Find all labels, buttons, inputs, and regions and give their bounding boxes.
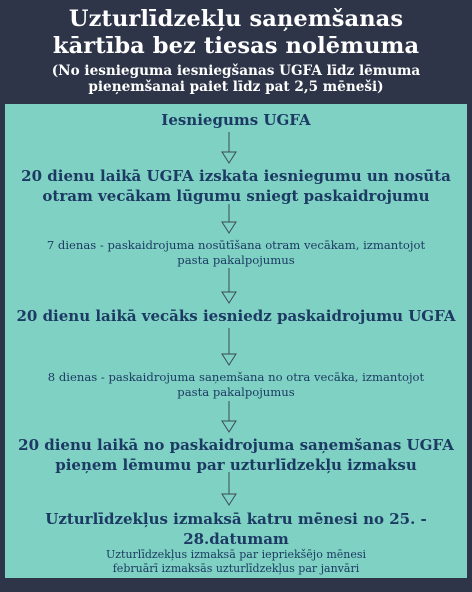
step-line: Iesniegums UGFA: [161, 111, 311, 129]
subtitle-line-1: (No iesnieguma iesniegšanas UGFA līdz lēmuma: [51, 63, 421, 79]
arrow-down-icon: [221, 204, 237, 234]
footnote-line-1: Uzturlīdzekļus izmaksā par iepriekšējo mēnesi: [105, 548, 367, 561]
subtitle: [0, 63, 472, 95]
step-line: otram vecākam lūgumu sniegt paskaidrojumu: [42, 187, 430, 205]
step-mail-send: [5, 238, 467, 268]
step-line: pasta pakalpojumus: [177, 253, 295, 267]
step-mail-receive: [5, 370, 467, 400]
footer-band: [0, 578, 472, 592]
arrow-down-icon: [221, 328, 237, 366]
step-line: 7 dienas - paskaidrojuma nosūtīšana otram vecākam, izmantojot: [46, 238, 426, 252]
step-line: pasta pakalpojumus: [177, 385, 295, 399]
footnote-line-2: februārī izmaksās uzturlīdzekļus par janvāri: [112, 562, 360, 575]
title-line-1: Uzturlīdzekļu saņemšanas: [68, 6, 404, 32]
arrow-down-icon: [221, 132, 237, 164]
step-line: 28.datumam: [183, 530, 289, 548]
step-decision: [5, 435, 467, 475]
subtitle-line-2: pieņemšanai paiet līdz pat 2,5 mēneši): [88, 79, 384, 95]
payment-footnote: [5, 548, 467, 576]
step-line: Uzturlīdzekļus izmaksā katru mēnesi no 25. -: [45, 510, 427, 528]
step-line: 20 dienu laikā UGFA izskata iesniegumu un nosūta: [21, 167, 451, 185]
step-line: 20 dienu laikā no paskaidrojuma saņemšanas UGFA: [18, 436, 454, 454]
arrow-down-icon: [221, 401, 237, 433]
step-submission: [5, 110, 467, 130]
arrow-down-icon: [221, 472, 237, 506]
title-line-2: kārtība bez tiesas nolēmuma: [52, 33, 420, 59]
step-review: [5, 166, 467, 206]
step-line: 20 dienu laikā vecāks iesniedz paskaidrojumu UGFA: [16, 307, 456, 325]
step-line: 8 dienas - paskaidrojuma saņemšana no otra vecāka, izmantojot: [47, 370, 425, 384]
step-explanation: [5, 306, 467, 326]
arrow-down-icon: [221, 268, 237, 304]
step-payment: [5, 509, 467, 549]
header: [0, 0, 472, 104]
title: [0, 0, 472, 60]
step-line: pieņem lēmumu par uzturlīdzekļu izmaksu: [55, 456, 417, 474]
flow-panel: [5, 104, 467, 578]
